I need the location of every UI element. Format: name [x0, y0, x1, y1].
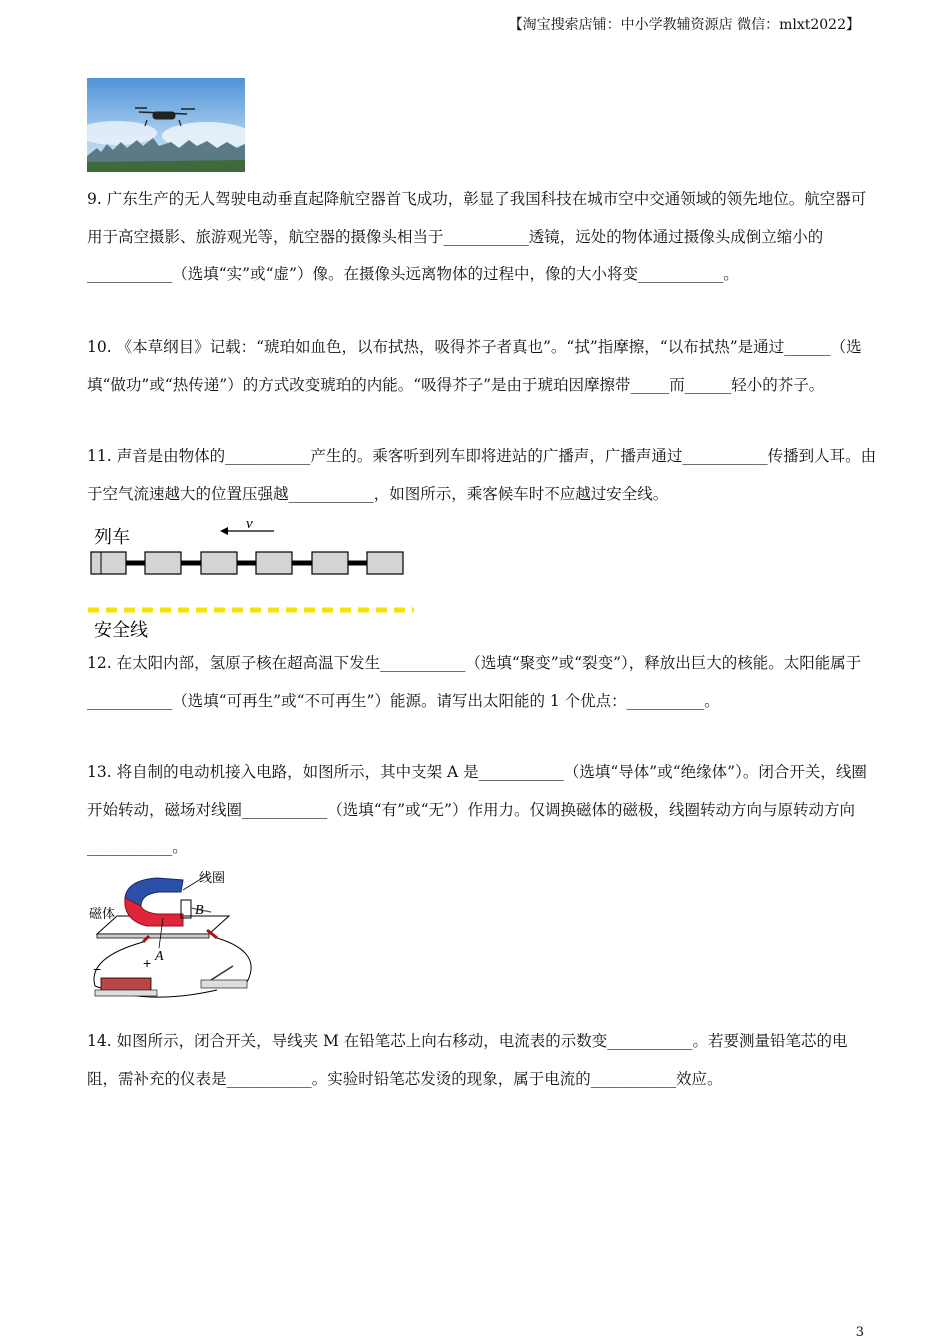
train-platform-diagram [86, 510, 416, 645]
question-14: 14. 如图所示，闭合开关，导线夹 M 在铅笔芯上向右移动，电流表的示数变___________。若要测量铅笔芯的电阻，需补充的仪表是___________。实验时铅笔芯发烫的现象，属于电流的___________效应。 [87, 1032, 848, 1088]
page-header: 【淘宝搜索店铺：中小学教辅资源店 微信：mlxt2022】 [508, 17, 860, 33]
question-11: 11. 声音是由物体的___________产生的。乘客听到列车即将进站的广播声，广播声通过___________传播到人耳。由于空气流速越大的位置压强越___________，如图所示，乘客候车时不应越过安全线。 [87, 447, 877, 503]
train-car [145, 552, 181, 574]
page-number: 3 [855, 1325, 864, 1340]
plus-label: + [143, 955, 152, 971]
train-car [256, 552, 292, 574]
question-9: 9. 广东生产的无人驾驶电动垂直起降航空器首飞成功，彰显了我国科技在城市空中交通领域的领先地位。航空器可用于高空摄影、旅游观光等，航空器的摄像头相当于___________透镜，远处的物体通过摄像头成倒立缩小的___________（选填“实”或“虚”）像。在摄像头远离物体的过程中，像的大小将变___________。 [87, 190, 867, 283]
train-label: 列车 [94, 527, 130, 547]
question-13: 13. 将自制的电动机接入电路，如图所示，其中支架 A 是___________（选填“导体”或“绝缘体”）。闭合开关，线圈开始转动，磁场对线圈___________（选填“有”或“无”）作用力。仅调换磁体的磁极，线圈转动方向与原转动方向___________。 [87, 763, 867, 856]
coil-label: 线圈 [199, 870, 226, 885]
support-b-label: B [195, 903, 204, 918]
safety-line-label: 安全线 [94, 620, 148, 640]
question-12: 12. 在太阳内部，氢原子核在超高温下发生___________（选填“聚变”或“裂变”），释放出巨大的核能。太阳能属于___________（选填“可再生”或“不可再生”）能源。请写出太阳能的 1 个优点：__________。 [87, 654, 862, 710]
drone-photo [87, 78, 245, 172]
magnet-label: 磁体 [89, 906, 116, 921]
question-10: 10. 《本草纲目》记载：“琥珀如血色，以布拭热，吸得芥子者真也”。“拭”指摩擦，“以布拭热”是通过______（选填“做功”或“热传递”）的方式改变琥珀的内能。“吸得芥子”是由于琥珀因摩擦带_____而______轻小的芥子。 [87, 338, 862, 394]
train-car [201, 552, 237, 574]
velocity-label: v [246, 516, 253, 532]
minus-label: − [93, 961, 102, 977]
train-car [367, 552, 403, 574]
electric-motor-diagram [87, 868, 267, 1008]
train-car [91, 552, 126, 574]
train-car [312, 552, 348, 574]
support-a-label: A [155, 949, 164, 964]
velocity-arrowhead [220, 527, 228, 535]
switch [201, 980, 247, 988]
